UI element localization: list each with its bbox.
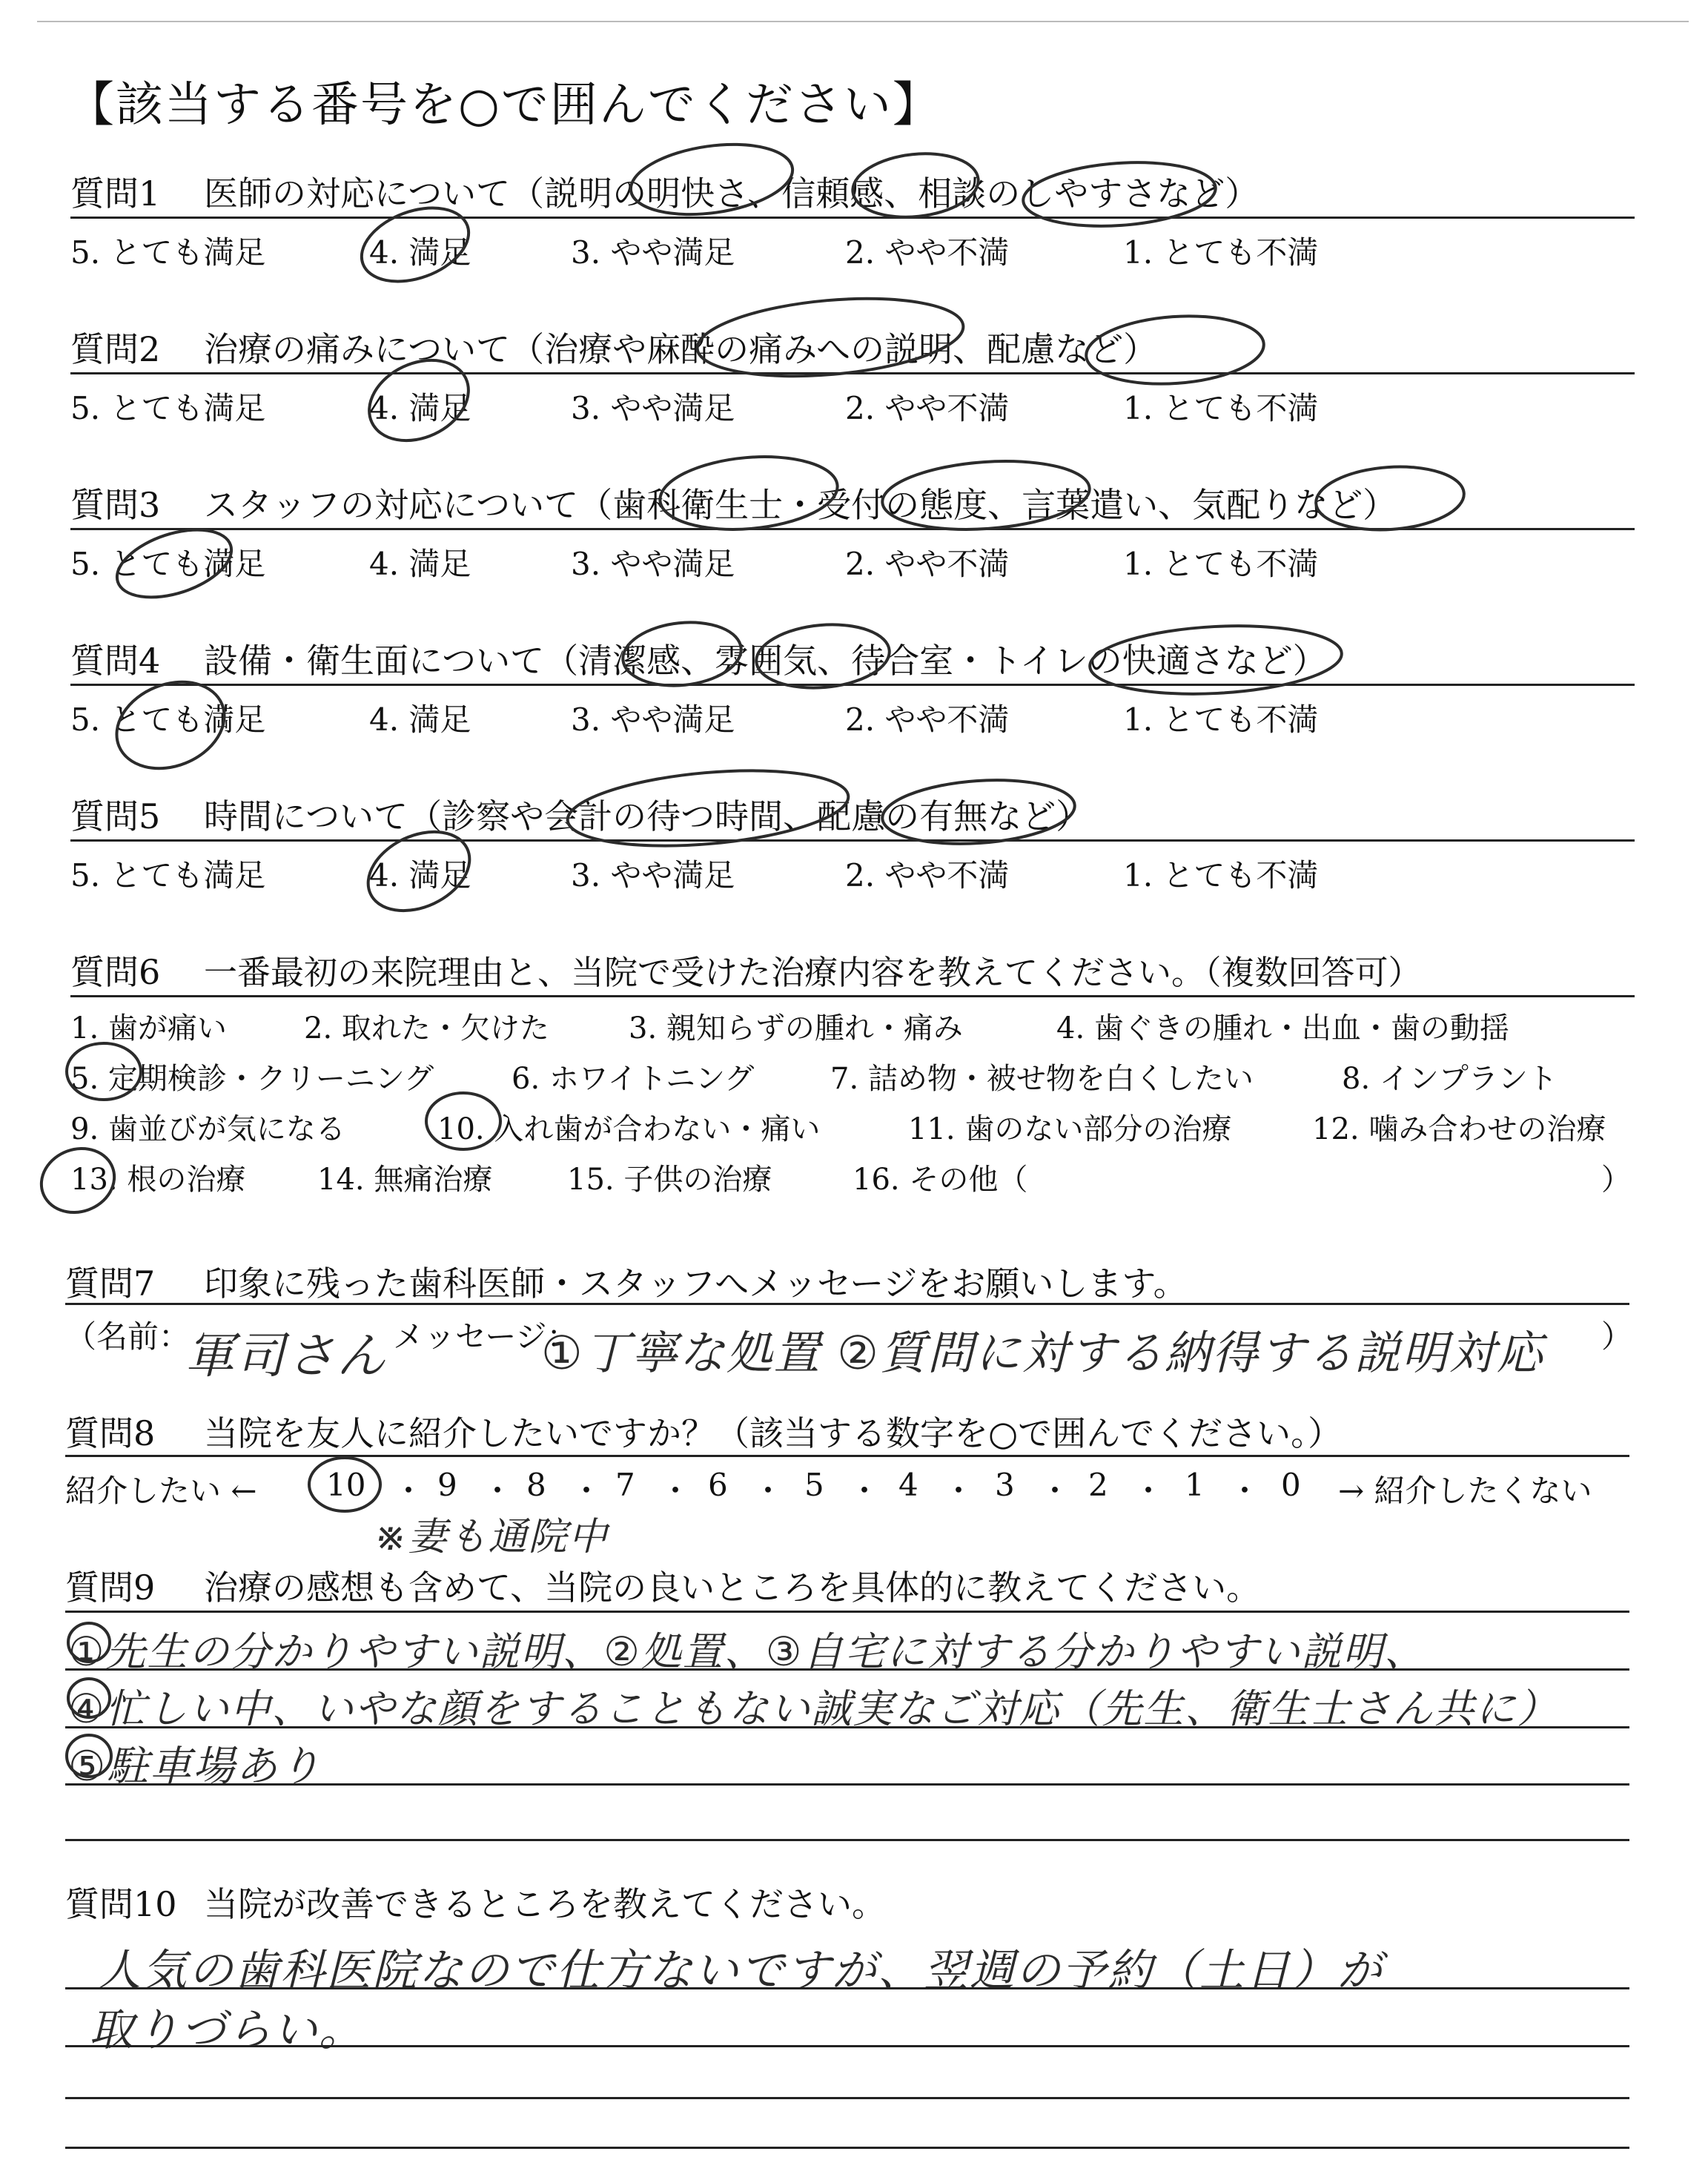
- q1-rule: [70, 217, 1635, 219]
- q1-option-4[interactable]: 4. 満足: [369, 234, 471, 271]
- q2-option-3[interactable]: 3. やや満足: [571, 390, 735, 426]
- q9-answer-line-2[interactable]: ④忙しい中、いやな顔をすることもない誠実なご対応（先生、衛生士さん共に）: [68, 1685, 1559, 1732]
- q1-text: 医師の対応について（説明の明快さ、信頼感、相談のしやすさなど）: [204, 174, 1260, 214]
- q6-option-10[interactable]: 10. 入れ歯が合わない・痛い: [437, 1112, 821, 1146]
- q9-answer-line-3[interactable]: ⑤駐車場あり: [68, 1743, 322, 1791]
- q8-scale-4[interactable]: 4: [898, 1467, 918, 1503]
- q7-name-value[interactable]: 軍司さん: [185, 1327, 387, 1384]
- q6-option-15[interactable]: 15. 子供の治療: [567, 1163, 772, 1197]
- q2-text: 治療の痛みについて（治療や麻酔の痛みへの説明、配慮など）: [204, 329, 1158, 369]
- q6-option-6[interactable]: 6. ホワイトニング: [512, 1062, 755, 1096]
- q8-dot-7: ・: [943, 1473, 975, 1509]
- q3-option-5[interactable]: 5. とても満足: [70, 546, 266, 582]
- q4-option-1[interactable]: 1. とても不満: [1123, 701, 1319, 738]
- q5-rule: [70, 839, 1635, 842]
- q8-dot-5: ・: [752, 1473, 784, 1509]
- q10-rule-3: [65, 2097, 1629, 2099]
- q8-scale-5[interactable]: 5: [804, 1467, 824, 1503]
- q3-option-2[interactable]: 2. やや不満: [845, 546, 1010, 582]
- q7-message-value[interactable]: ①丁寧な処置 ②質問に対する納得する説明対応: [541, 1326, 1544, 1380]
- q6-option-5[interactable]: 5. 定期検診・クリーニング: [70, 1062, 434, 1096]
- q1-label: 質問1: [70, 174, 161, 214]
- q2-option-4[interactable]: 4. 満足: [369, 390, 471, 426]
- q8-scale-0[interactable]: 0: [1281, 1467, 1301, 1503]
- q9-rule-3: [65, 1783, 1629, 1786]
- q3-text: スタッフの対応について（歯科衛生士・受付の態度、言葉遣い、気配りなど）: [204, 485, 1397, 525]
- q6-option-4[interactable]: 4. 歯ぐきの腫れ・出血・歯の動揺: [1056, 1011, 1509, 1046]
- q5-option-5[interactable]: 5. とても満足: [70, 857, 266, 894]
- q6-label: 質問6: [70, 952, 161, 992]
- q9-rule-2: [65, 1726, 1629, 1728]
- q8-scale-9[interactable]: 9: [437, 1467, 457, 1503]
- q7-rule: [65, 1303, 1629, 1305]
- q2-label: 質問2: [70, 329, 161, 369]
- q8-scale-2[interactable]: 2: [1088, 1467, 1108, 1503]
- q10-rule-2: [65, 2045, 1629, 2047]
- q9-label: 質問9: [65, 1568, 156, 1608]
- q8-scale-3[interactable]: 3: [995, 1467, 1015, 1503]
- q5-option-4[interactable]: 4. 満足: [369, 857, 471, 894]
- q6-option-12[interactable]: 12. 噛み合わせの治療: [1312, 1112, 1606, 1146]
- q8-dot-6: ・: [849, 1473, 881, 1509]
- q6-option-14[interactable]: 14. 無痛治療: [317, 1163, 493, 1197]
- q2-rule: [70, 372, 1635, 374]
- q8-scale-10[interactable]: 10: [326, 1467, 366, 1503]
- q6-option-3[interactable]: 3. 親知らずの腫れ・痛み: [629, 1011, 963, 1046]
- q8-rule: [65, 1455, 1629, 1457]
- q9-answer-line-1[interactable]: ①先生の分かりやすい説明、②処置、③自宅に対する分かりやすい説明、: [68, 1628, 1426, 1675]
- q10-label: 質問10: [65, 1884, 177, 1924]
- q8-dot-4: ・: [660, 1473, 692, 1509]
- q10-answer-line-1[interactable]: 人気の歯科医院なので仕方ないですが、翌週の予約（土日）が: [96, 1945, 1383, 1997]
- q8-dot-8: ・: [1039, 1473, 1071, 1509]
- q6-other-close-paren: ）: [1601, 1163, 1631, 1197]
- q7-message-label: メッセージ：: [393, 1318, 578, 1355]
- q10-rule-1: [65, 1987, 1629, 1989]
- q7-text: 印象に残った歯科医師・スタッフへメッセージをお願いします。: [204, 1264, 1188, 1304]
- q6-text: 一番最初の来院理由と、当院で受けた治療内容を教えてください。（複数回答可）: [204, 953, 1422, 992]
- q6-option-16[interactable]: 16. その他（: [853, 1163, 1028, 1197]
- q4-option-3[interactable]: 3. やや満足: [571, 701, 735, 738]
- q7-close-paren: ）: [1601, 1318, 1633, 1355]
- q8-dot-1: ・: [393, 1473, 425, 1509]
- q6-option-2[interactable]: 2. 取れた・欠けた: [304, 1011, 549, 1046]
- q7-label: 質問7: [65, 1264, 156, 1304]
- q3-option-1[interactable]: 1. とても不満: [1123, 546, 1319, 582]
- q2-option-2[interactable]: 2. やや不満: [845, 390, 1010, 426]
- q8-text: 当院を友人に紹介したいですか？（該当する数字を○で囲んでください。）: [204, 1413, 1343, 1453]
- q3-rule: [70, 528, 1635, 530]
- q6-option-1[interactable]: 1. 歯が痛い: [70, 1011, 227, 1046]
- q4-label: 質問4: [70, 641, 161, 681]
- q10-answer-line-2[interactable]: 取りづらい。: [89, 2004, 365, 2056]
- q1-option-3[interactable]: 3. やや満足: [571, 234, 735, 271]
- q4-option-4[interactable]: 4. 満足: [369, 701, 471, 738]
- q2-option-1[interactable]: 1. とても不満: [1123, 390, 1319, 426]
- q10-rule-4: [65, 2147, 1629, 2149]
- q6-option-11[interactable]: 11. 歯のない部分の治療: [908, 1112, 1232, 1146]
- q4-rule: [70, 684, 1635, 686]
- q8-dot-3: ・: [571, 1473, 603, 1509]
- q4-option-2[interactable]: 2. やや不満: [845, 701, 1010, 738]
- q1-option-2[interactable]: 2. やや不満: [845, 234, 1010, 271]
- q1-option-1[interactable]: 1. とても不満: [1123, 234, 1319, 271]
- q8-right-label: → 紹介したくない: [1338, 1473, 1592, 1509]
- q3-label: 質問3: [70, 485, 161, 525]
- q8-scale-8[interactable]: 8: [526, 1467, 546, 1503]
- q6-option-9[interactable]: 9. 歯並びが気になる: [70, 1112, 345, 1146]
- q3-option-3[interactable]: 3. やや満足: [571, 546, 735, 582]
- q8-scale-1[interactable]: 1: [1185, 1467, 1205, 1503]
- q5-text: 時間について（診察や会計の待つ時間、配慮の有無など）: [204, 796, 1090, 836]
- q8-dot-2: ・: [482, 1473, 514, 1509]
- q5-option-1[interactable]: 1. とても不満: [1123, 857, 1319, 894]
- q7-name-label: （名前：: [65, 1318, 191, 1355]
- top-border: [37, 21, 1689, 22]
- q10-text: 当院が改善できるところを教えてください。: [204, 1884, 886, 1924]
- q9-rule-0: [65, 1611, 1629, 1613]
- q9-text: 治療の感想も含めて、当院の良いところを具体的に教えてください。: [204, 1568, 1261, 1608]
- q8-scale-7[interactable]: 7: [615, 1467, 635, 1503]
- q4-option-5[interactable]: 5. とても満足: [70, 701, 266, 738]
- q3-option-4[interactable]: 4. 満足: [369, 546, 471, 582]
- q9-rule-1: [65, 1668, 1629, 1671]
- q8-left-label: 紹介したい ←: [65, 1473, 257, 1509]
- q9-rule-4: [65, 1839, 1629, 1841]
- page-title: 【該当する番号を○で囲んでください】: [67, 78, 941, 133]
- q8-dot-9: ・: [1133, 1473, 1165, 1509]
- q8-label: 質問8: [65, 1413, 156, 1453]
- q8-dot-10: ・: [1229, 1473, 1261, 1509]
- q5-option-3[interactable]: 3. やや満足: [571, 857, 735, 894]
- q5-label: 質問5: [70, 796, 161, 836]
- q6-option-8[interactable]: 8. インプラント: [1342, 1062, 1558, 1096]
- q6-rule: [70, 995, 1635, 997]
- q6-option-7[interactable]: 7. 詰め物・被せ物を白くしたい: [830, 1062, 1254, 1096]
- q8-scale-6[interactable]: 6: [708, 1467, 728, 1503]
- q6-option-13[interactable]: 13. 根の治療: [70, 1163, 246, 1197]
- q2-option-5[interactable]: 5. とても満足: [70, 390, 266, 426]
- q5-option-2[interactable]: 2. やや不満: [845, 857, 1010, 894]
- q1-option-5[interactable]: 5. とても満足: [70, 234, 266, 271]
- q8-handwritten-note: ※妻も通院中: [374, 1515, 609, 1559]
- q4-text: 設備・衛生面について（清潔感、雰囲気、待合室・トイレの快適さなど）: [204, 641, 1327, 681]
